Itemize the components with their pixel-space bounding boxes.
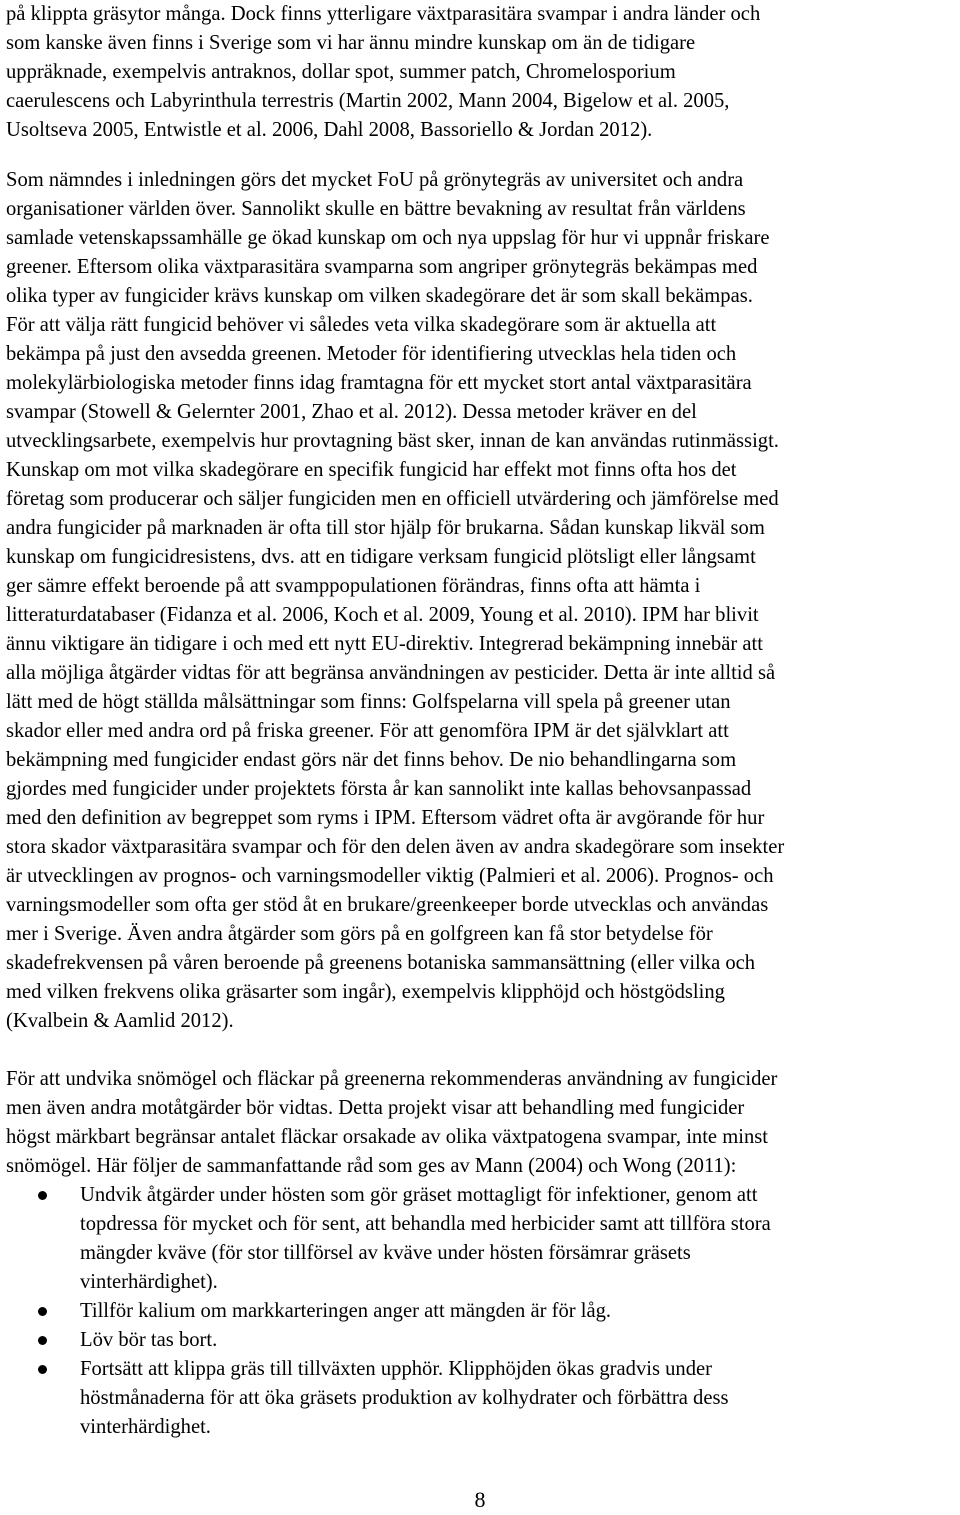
- text-line: med vilken frekvens olika gräsarter som ingår), exempelvis klipphöjd och höstgödsling: [6, 981, 725, 1003]
- text-line: ger sämre effekt beroende på att svamppopulationen förändras, finns ofta att hämta i: [6, 575, 701, 597]
- text-line: som kanske även finns i Sverige som vi har ännu mindre kunskap om än de tidigare: [6, 32, 696, 54]
- text-line: caerulescens och Labyrinthula terrestris (Martin 2002, Mann 2004, Bigelow et al. 2005,: [6, 90, 730, 112]
- text-line: ännu viktigare än tidigare i och med ett nytt EU-direktiv. Integrerad bekämpning innebär att: [6, 633, 763, 655]
- text-line: olika typer av fungicider krävs kunskap om vilken skadegörare det är som skall bekämpas.: [6, 285, 753, 307]
- bullet-icon: [38, 1191, 47, 1200]
- text-line: kunskap om fungicidresistens, dvs. att en tidigare verksam fungicid plötsligt eller långsamt: [6, 546, 756, 568]
- text-line: stora skador växtparasitära svampar och för den delen även av andra skadegörare som insekter: [6, 836, 785, 858]
- text-line: bekämpa på just den avsedda greenen. Metoder för identifiering utvecklas hela tiden och: [6, 343, 737, 365]
- text-line: skadefrekvensen på våren beroende på greenens botaniska sammansättning (eller vilka och: [6, 952, 756, 974]
- text-line: Kunskap om mot vilka skadegörare en specifik fungicid har effekt mot finns ofta hos det: [6, 459, 737, 481]
- bullet-icon: [38, 1365, 47, 1374]
- paragraph-gap: [6, 145, 960, 166]
- text-line: organisationer världen över. Sannolikt skulle en bättre bevakning av resultat från världens: [6, 198, 746, 220]
- text-line: med den definition av begreppet som ryms i IPM. Eftersom vädret ofta är avgörande för hur: [6, 807, 765, 829]
- text-line: För att undvika snömögel och fläckar på greenerna rekommenderas användning av fungicider: [6, 1068, 778, 1090]
- text-line: gjordes med fungicider under projektets första år kan sannolikt inte kallas behovsanpassad: [6, 778, 752, 800]
- text-line: Undvik åtgärder under hösten som gör gräset mottagligt för infektioner, genom att: [80, 1184, 758, 1206]
- text-line: svampar (Stowell & Gelernter 2001, Zhao et al. 2012). Dessa metoder kräver en del: [6, 401, 697, 423]
- paragraph-pathogens: [6, 0, 960, 145]
- text-line: bekämpning med fungicider endast görs när det finns behov. De nio behandlingarna som: [6, 749, 737, 771]
- text-line: Som nämndes i inledningen görs det mycket FoU på grönytegräs av universitet och andra: [6, 169, 744, 191]
- page-number: 8: [474, 1487, 486, 1512]
- text-line: Usoltseva 2005, Entwistle et al. 2006, Dahl 2008, Bassoriello & Jordan 2012).: [6, 119, 653, 141]
- text-line: molekylärbiologiska metoder finns idag framtagna för ett mycket stort antal växtparasitära: [6, 372, 752, 394]
- text-line: men även andra motåtgärder bör vidtas. Detta projekt visar att behandling med fungicider: [6, 1097, 745, 1119]
- list-item: [6, 1355, 960, 1442]
- text-line: mer i Sverige. Även andra åtgärder som görs på en golfgreen kan få stor betydelse för: [6, 923, 713, 945]
- text-line: uppräknade, exempelvis antraknos, dollar spot, summer patch, Chromelosporium: [6, 61, 676, 83]
- document-page: [6, 0, 960, 1442]
- list-item: [6, 1181, 960, 1297]
- advice-list: [6, 1181, 960, 1442]
- text-line: högst märkbart begränsar antalet fläckar orsakade av olika växtpatogena svampar, inte minst: [6, 1126, 768, 1148]
- text-line: vinterhärdighet.: [80, 1416, 211, 1438]
- paragraph-recommendations: [6, 1065, 960, 1181]
- text-line: topdressa för mycket och för sent, att behandla med herbicider samt att tillföra stora: [80, 1213, 771, 1235]
- text-line: greener. Eftersom olika växtparasitära svamparna som angriper grönytegräs bekämpas med: [6, 256, 758, 278]
- text-line: utvecklingsarbete, exempelvis hur provtagning bäst sker, innan de kan användas rutinmässigt.: [6, 430, 779, 452]
- bullet-icon: [38, 1307, 47, 1316]
- text-line: vinterhärdighet).: [80, 1271, 218, 1293]
- text-line: skador eller med andra ord på friska greener. För att genomföra IPM är det självklart att: [6, 720, 729, 742]
- text-line: företag som producerar och säljer fungiciden men en officiell utvärdering och jämförelse med: [6, 488, 779, 510]
- text-line: snömögel. Här följer de sammanfattande råd som ges av Mann (2004) och Wong (2011):: [6, 1155, 737, 1177]
- text-line: alla möjliga åtgärder vidtas för att begränsa användningen av pesticider. Detta är inte alltid så: [6, 662, 776, 684]
- text-line: varningsmodeller som ofta ger stöd åt en brukare/greenkeeper borde utvecklas och användas: [6, 894, 769, 916]
- text-line: är utvecklingen av prognos- och varningsmodeller viktig (Palmieri et al. 2006). Prognos- och: [6, 865, 774, 887]
- text-line: För att välja rätt fungicid behöver vi således veta vilka skadegörare som är aktuella att: [6, 314, 717, 336]
- text-line: Tillför kalium om markkarteringen anger att mängden är för låg.: [80, 1300, 612, 1322]
- text-line: mängder kväve (för stor tillförsel av kväve under hösten försämrar gräsets: [80, 1242, 691, 1264]
- text-line: Löv bör tas bort.: [80, 1329, 218, 1351]
- text-line: Fortsätt att klippa gräs till tillväxten upphör. Klipphöjden ökas gradvis under: [80, 1358, 713, 1380]
- text-line: lätt med de högt ställda målsättningar som finns: Golfspelarna vill spela på greener utan: [6, 691, 731, 713]
- list-item: [6, 1297, 960, 1326]
- paragraph-gap: [6, 1036, 960, 1065]
- bullet-icon: [38, 1336, 47, 1345]
- list-item: [6, 1326, 960, 1355]
- text-line: höstmånaderna för att öka gräsets produktion av kolhydrater och förbättra dess: [80, 1387, 729, 1409]
- text-line: samlade vetenskapssamhälle ge ökad kunskap om och nya uppslag för hur vi uppnår friskare: [6, 227, 770, 249]
- text-line: litteraturdatabaser (Fidanza et al. 2006, Koch et al. 2009, Young et al. 2010). IPM har blivit: [6, 604, 759, 626]
- paragraph-research: [6, 166, 960, 1036]
- text-line: (Kvalbein & Aamlid 2012).: [6, 1010, 234, 1032]
- text-line: på klippta gräsytor många. Dock finns ytterligare växtparasitära svampar i andra länder och: [6, 3, 761, 25]
- text-line: andra fungicider på marknaden är ofta till stor hjälp för brukarna. Sådan kunskap likväl som: [6, 517, 765, 539]
